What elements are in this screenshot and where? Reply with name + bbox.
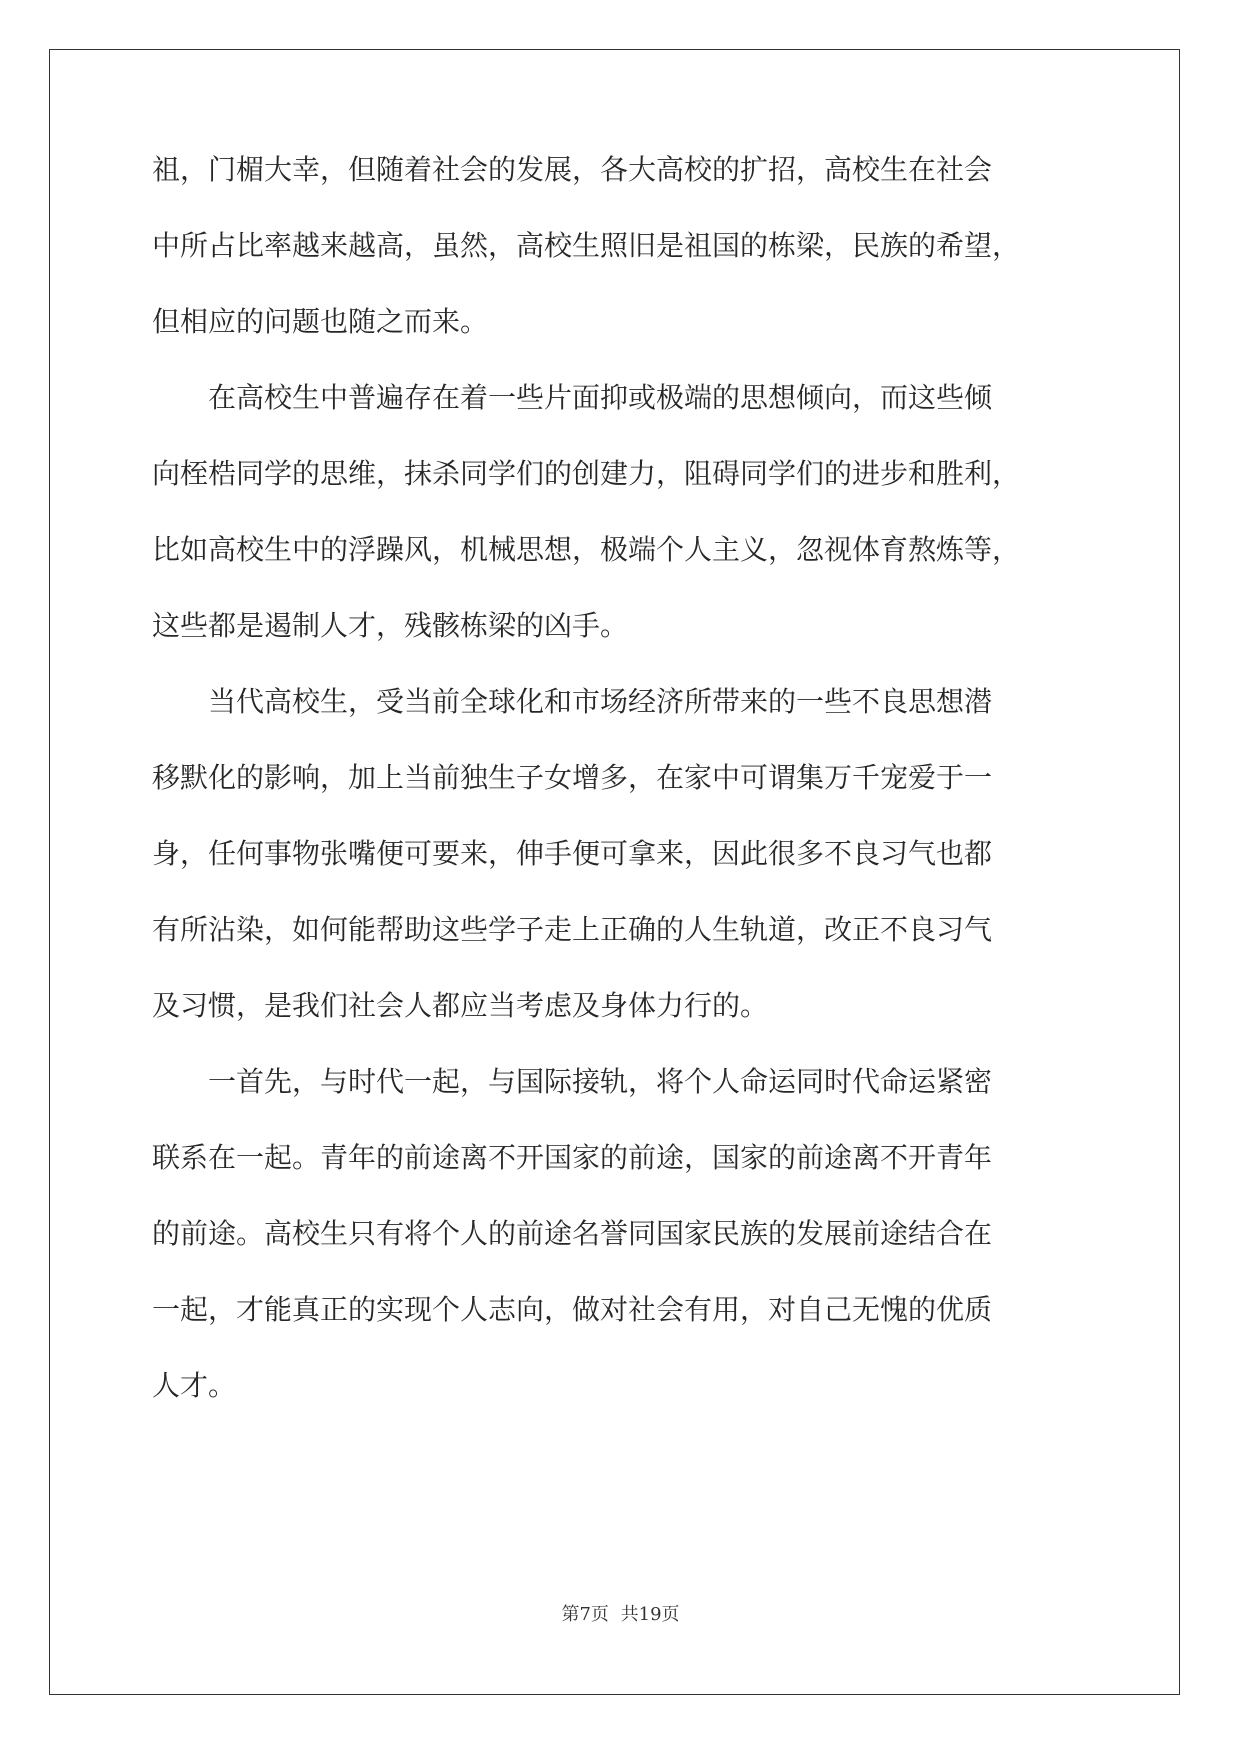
text-line: 祖，门楣大幸，但随着社会的发展，各大高校的扩招，高校生在社会 <box>152 153 993 186</box>
text-line: 中所占比率越来越高，虽然，高校生照旧是祖国的栋梁，民族的希望， <box>152 229 1021 262</box>
text-line: 联系在一起。青年的前途离不开国家的前途，国家的前途离不开青年 <box>152 1141 993 1174</box>
text-line: 但相应的问题也随之而来。 <box>152 305 489 338</box>
text-line: 一起，才能真正的实现个人志向，做对社会有用，对自己无愧的优质 <box>152 1293 993 1326</box>
text-line: 及习惯，是我们社会人都应当考虑及身体力行的。 <box>152 989 769 1022</box>
text-line: 有所沾染，如何能帮助这些学子走上正确的人生轨道，改正不良习气 <box>152 913 993 946</box>
text-line: 人才。 <box>152 1369 237 1402</box>
text-line: 身，任何事物张嘴便可要来，伸手便可拿来，因此很多不良习气也都 <box>152 837 993 870</box>
page-total: 共19页 <box>620 1604 680 1625</box>
text-line: 这些都是遏制人才，残骸栋梁的凶手。 <box>152 609 629 642</box>
page-footer <box>0 1600 1241 1626</box>
text-line: 比如高校生中的浮躁风，机械思想，极端个人主义，忽视体育熬炼等， <box>152 533 1021 566</box>
text-line: 一首先，与时代一起，与国际接轨，将个人命运同时代命运紧密 <box>152 1065 993 1098</box>
text-line: 移默化的影响，加上当前独生子女增多，在家中可谓集万千宠爱于一 <box>152 761 993 794</box>
page-number: 第7页 <box>561 1604 609 1625</box>
text-line: 当代高校生，受当前全球化和市场经济所带来的一些不良思想潜 <box>152 685 993 718</box>
text-line: 在高校生中普遍存在着一些片面抑或极端的思想倾向，而这些倾 <box>152 381 993 414</box>
text-line: 向桎梏同学的思维，抹杀同学们的创建力，阻碍同学们的进步和胜利， <box>152 457 1021 490</box>
text-line: 的前途。高校生只有将个人的前途名誉同国家民族的发展前途结合在 <box>152 1217 993 1250</box>
